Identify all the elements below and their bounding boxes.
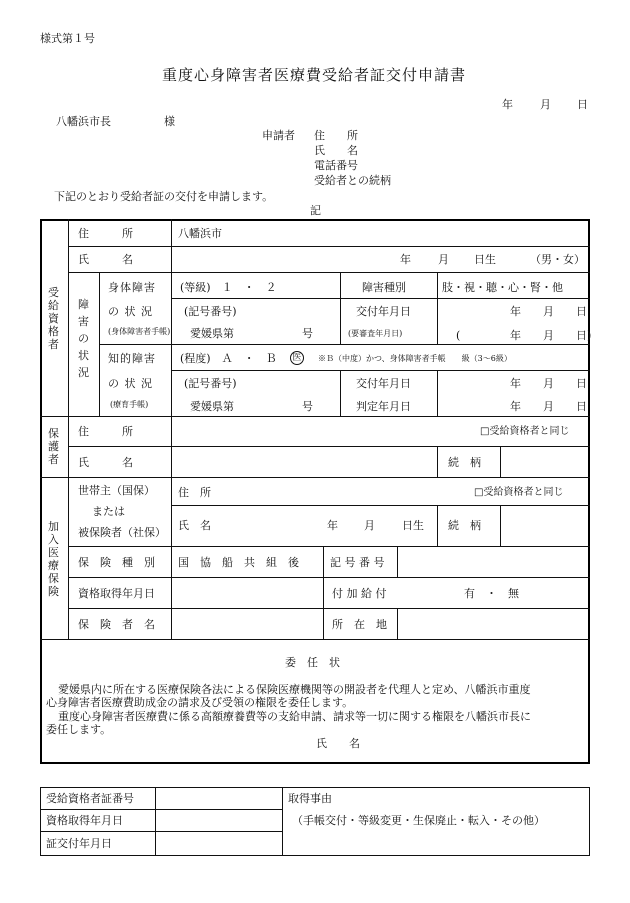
proxy-paragraph-3: 重度心身障害者医療費に係る高額療養費等の支給申請、請求等一切に関する権限を八幡浜市長に xyxy=(58,710,531,723)
insurance-address-label: 住 所 xyxy=(178,486,211,499)
guardian-name-label: 氏 名 xyxy=(78,456,133,469)
intellectual-ken: 愛媛県第 xyxy=(190,400,234,413)
col-line xyxy=(437,370,438,416)
insurance-head-1: 世帯主（国保） xyxy=(78,484,155,497)
proxy-title: 委 任 状 xyxy=(285,656,340,669)
insurance-extra-value[interactable]: 有 ・ 無 xyxy=(464,587,519,600)
insurance-birth-day: 日生 xyxy=(402,519,424,532)
physical-ken: 愛媛県第 xyxy=(190,327,234,340)
col-line xyxy=(323,546,324,639)
intellectual-label-2: の 状 況 xyxy=(108,377,153,390)
row-line xyxy=(171,298,590,299)
insurance-name-label: 氏 名 xyxy=(178,519,211,532)
table-left-border xyxy=(40,219,42,764)
col-line xyxy=(397,546,398,577)
disability-state-label: 障害の状況 xyxy=(78,298,89,379)
office-border xyxy=(589,787,590,856)
physical-num-label: (記号番号) xyxy=(184,305,237,318)
physical-review-date[interactable]: 年 月 日) xyxy=(510,329,592,342)
page-title: 重度心身障害者医療費受給者証交付申請書 xyxy=(162,66,467,84)
col-line xyxy=(437,272,438,344)
office-border xyxy=(40,787,41,856)
recipient-address-label: 住 所 xyxy=(78,227,133,240)
col-line xyxy=(340,370,341,416)
date-month: 月 xyxy=(540,98,551,111)
insurance-same-checkbox[interactable]: □受給資格者と同じ xyxy=(474,487,564,498)
ki-label: 記 xyxy=(310,204,321,217)
row-line xyxy=(68,546,590,547)
recipient-birth-day: 日生 xyxy=(474,253,496,266)
intro-text: 下記のとおり受給者証の交付を申請します。 xyxy=(54,190,274,203)
office-issue-label: 証交付年月日 xyxy=(46,837,112,850)
office-cert-no-label: 受給資格者証番号 xyxy=(46,792,134,805)
office-acq-label: 資格取得年月日 xyxy=(46,814,123,827)
date-day: 日 xyxy=(577,98,588,111)
col-line xyxy=(171,477,172,639)
row-line xyxy=(171,370,590,371)
applicant-phone-label: 電話番号 xyxy=(314,159,358,172)
divider-proxy xyxy=(40,639,590,640)
office-border xyxy=(40,855,590,856)
physical-label-2: の 状 況 xyxy=(108,305,153,318)
row-line xyxy=(68,608,590,609)
intellectual-issued-label: 交付年月日 xyxy=(356,377,411,390)
physical-go: 号 xyxy=(302,327,313,340)
physical-type-label: 障害種別 xyxy=(362,281,406,294)
intellectual-label-1: 知的障害 xyxy=(108,352,156,365)
insurance-extra-label: 付 加 給 付 xyxy=(332,587,387,600)
honorific: 様 xyxy=(164,115,175,128)
office-reason-label: 取得事由 xyxy=(288,792,332,805)
table-bottom-border xyxy=(40,762,590,764)
insurance-head-2: または xyxy=(92,505,125,518)
row-line xyxy=(68,272,590,273)
insurance-location-label: 所 在 地 xyxy=(332,618,387,631)
col-line xyxy=(397,608,398,639)
row-line xyxy=(68,246,590,247)
office-reasons: （手帳交付・等級変更・生保廃止・転入・その他） xyxy=(292,814,545,827)
recipient-address-value[interactable]: 八幡浜市 xyxy=(178,227,222,240)
row-line xyxy=(40,831,282,832)
circled-i-mark[interactable]: 医 xyxy=(290,351,304,365)
col-line xyxy=(437,505,438,546)
proxy-paragraph-4: 委任します。 xyxy=(46,723,112,736)
row-line xyxy=(40,809,282,810)
col-line xyxy=(282,787,283,856)
recipient-name-label: 氏 名 xyxy=(78,253,133,266)
office-border xyxy=(40,787,590,788)
insurance-type-label: 保 険 種 別 xyxy=(78,556,155,569)
insurance-acq-label: 資格取得年月日 xyxy=(78,587,155,600)
physical-label-1: 身体障害 xyxy=(108,281,156,294)
guardian-relation-label: 続 柄 xyxy=(448,456,481,469)
row-line xyxy=(171,505,590,506)
guardian-same-checkbox[interactable]: □受給資格者と同じ xyxy=(480,426,570,437)
intellectual-label-3: (療育手帳) xyxy=(110,400,149,409)
col-line xyxy=(437,446,438,477)
proxy-paragraph-1: 愛媛県内に所在する医療保険各法による保険医療機関等の開設者を代理人と定め、八幡浜市重度 xyxy=(58,683,531,696)
physical-review-paren: ( xyxy=(456,329,461,342)
mayor-addressee: 八幡浜市長 xyxy=(56,115,111,128)
row-line xyxy=(99,344,590,345)
physical-issued-date[interactable]: 年 月 日 xyxy=(510,305,587,318)
applicant-address-label: 住 所 xyxy=(314,129,358,142)
date-year: 年 xyxy=(502,98,513,111)
insurance-insurer-label: 保 険 者 名 xyxy=(78,618,155,631)
intellectual-judged-label: 判定年月日 xyxy=(356,400,411,413)
intellectual-grade[interactable]: (程度) Ａ ・ Ｂ xyxy=(180,352,277,365)
intellectual-note: ※Ｂ（中度）かつ、身体障害者手帳 級（3〜6級） xyxy=(318,354,512,363)
guardian-address-label: 住 所 xyxy=(78,425,133,438)
form-number: 様式第１号 xyxy=(40,32,95,45)
applicant-name-label: 氏 名 xyxy=(314,144,358,157)
intellectual-grade-circle xyxy=(290,351,304,365)
section-insurance: 加入医療保険 xyxy=(48,520,59,598)
section-recipient: 受給資格者 xyxy=(48,286,59,351)
col-line xyxy=(171,219,172,272)
col-line xyxy=(500,505,501,546)
physical-label-3: (身体障害者手帳) xyxy=(108,327,171,336)
proxy-paragraph-2: 心身障害者医療費助成金の請求及び受領の権限を委任します。 xyxy=(46,696,354,709)
insurance-types[interactable]: 国 協 船 共 組 後 xyxy=(178,556,299,569)
intellectual-issued-date[interactable]: 年 月 日 xyxy=(510,377,587,390)
table-right-border xyxy=(588,219,590,764)
applicant-label: 申請者 xyxy=(262,129,295,142)
row-line xyxy=(68,446,590,447)
recipient-sex[interactable]: （男・女） xyxy=(530,253,585,266)
intellectual-num-label: (記号番号) xyxy=(184,377,237,390)
col-line xyxy=(155,787,156,856)
col-line xyxy=(500,446,501,477)
section-guardian: 保護者 xyxy=(48,427,59,466)
intellectual-go: 号 xyxy=(302,400,313,413)
insurance-relation-label: 続 柄 xyxy=(448,519,481,532)
physical-issued-label: 交付年月日 xyxy=(356,305,411,318)
section-col-divider xyxy=(68,219,69,639)
intellectual-judged-date[interactable]: 年 月 日 xyxy=(510,400,587,413)
insurance-birth-year: 年 xyxy=(327,519,338,532)
recipient-birth-month: 月 xyxy=(438,253,449,266)
divider-insurance xyxy=(40,477,590,478)
applicant-relation-label: 受給者との続柄 xyxy=(314,174,391,187)
divider-guardian xyxy=(40,416,590,417)
row-line xyxy=(68,577,590,578)
insurance-head-3: 被保険者（社保） xyxy=(78,526,166,539)
physical-grade[interactable]: (等級) １ ・ ２ xyxy=(180,281,277,294)
table-top-border xyxy=(40,219,590,221)
insurance-birth-month: 月 xyxy=(364,519,375,532)
col-line xyxy=(171,272,172,416)
col-line xyxy=(171,416,172,477)
physical-review-label: (要審査年月日) xyxy=(348,329,403,338)
proxy-name-label: 氏 名 xyxy=(316,737,360,750)
physical-types[interactable]: 肢・視・聴・心・腎・他 xyxy=(442,281,563,294)
col-line xyxy=(340,272,341,344)
insurance-symbol-label: 記 号 番 号 xyxy=(330,556,385,569)
recipient-birth-year: 年 xyxy=(400,253,411,266)
